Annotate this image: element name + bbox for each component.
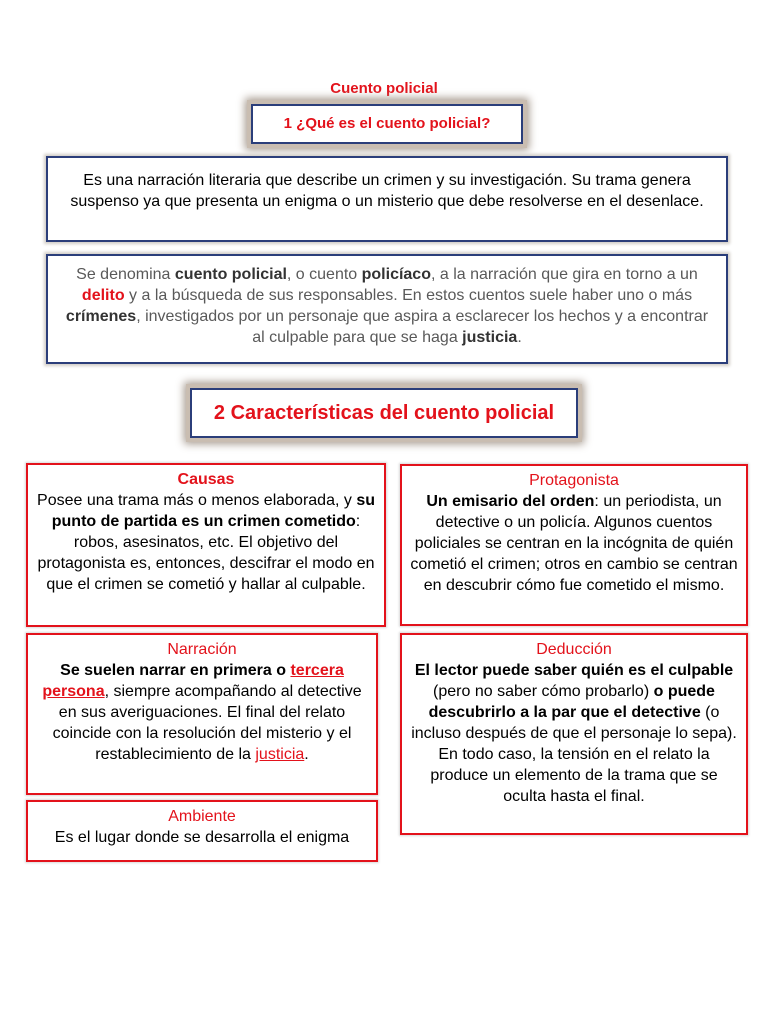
card-ambiente [26, 800, 378, 862]
card-deduccion-title: Deducción [536, 641, 612, 658]
card-causas-text-2: : robos, asesinatos, etc. El objetivo del protagonista es, entonces, descifrar el modo en que el crimen se cometió y hallar al culpable. [37, 513, 375, 593]
card-narracion [26, 633, 378, 795]
card-narracion-title: Narración [167, 641, 237, 658]
term-policiaco: policíaco [361, 266, 431, 283]
term-justicia: justicia [462, 329, 518, 346]
section-1-header: 1 ¿Qué es el cuento policial? [251, 104, 523, 144]
card-protagonista-text-1: : un periodista, un detective o un policía. Algunos cuentos policiales se centran en la incógnita de quién cometió el crimen; otros en cambio se centran en descubrir cómo fue cometido el mismo. [410, 493, 738, 594]
card-causas [26, 463, 386, 627]
card-narracion-text-2: . [304, 746, 309, 763]
justicia-link[interactable]: justicia [255, 746, 305, 763]
extended-text-4: y a la búsqueda de sus responsables. En estos cuentos suele haber uno o más [124, 287, 693, 304]
extended-text-5: , investigados por un personaje que aspira a esclarecer los hechos y a encontrar al culpable para que se haga [136, 308, 709, 346]
card-deduccion-text-2: (o incluso después de que el personaje lo sepa). En todo caso, la tensión en el relato la produce un elemento de la trama que se oculta hasta el final. [411, 704, 737, 805]
term-crimenes: crímenes [65, 308, 137, 325]
card-causas-title: Causas [177, 471, 235, 488]
card-protagonista [400, 464, 748, 626]
definition-text: Es una narración literaria que describe un crimen y su investigación. Su trama genera suspenso ya que presenta un enigma o un misterio que debe resolverse en el desenlace. [70, 172, 704, 210]
card-narracion-bold-1: Se suelen narrar en primera o [60, 662, 291, 679]
extended-text-3: , a la narración que gira en torno a un [430, 266, 698, 283]
term-delito: delito [81, 287, 125, 304]
extended-text-6: . [517, 329, 522, 346]
extended-text-1: Se denomina [76, 266, 175, 283]
card-deduccion [400, 633, 748, 835]
extended-text-2: , o cuento [286, 266, 362, 283]
tercera-persona-link[interactable]: tercera persona [42, 662, 344, 700]
section-2-header: 2 Características del cuento policial [190, 388, 578, 438]
definition-box [46, 156, 728, 242]
page-title: Cuento policial [330, 80, 438, 97]
extended-definition-box [46, 254, 728, 364]
card-ambiente-text-1: Es el lugar donde se desarrolla el enigma [54, 829, 350, 846]
card-protagonista-title: Protagonista [529, 472, 619, 489]
card-deduccion-bold-2: o puede descubrirlo a la par que el detective [428, 683, 715, 721]
card-deduccion-text-1: (pero no saber cómo probarlo) [433, 683, 654, 700]
card-ambiente-title: Ambiente [168, 808, 236, 825]
card-causas-text-1: Posee una trama más o menos elaborada, y [37, 492, 357, 509]
card-deduccion-bold-1: El lector puede saber quién es el culpable [414, 662, 734, 679]
term-cuento-policial: cuento policial [174, 266, 287, 283]
card-narracion-text-1: , siempre acompañando al detective en sus averiguaciones. El final del relato coincide con la resolución del misterio y el restablecimiento de la [52, 683, 362, 763]
card-causas-bold-1: su punto de partida es un crimen cometido [51, 492, 375, 530]
card-protagonista-bold-1: Un emisario del orden [426, 493, 595, 510]
